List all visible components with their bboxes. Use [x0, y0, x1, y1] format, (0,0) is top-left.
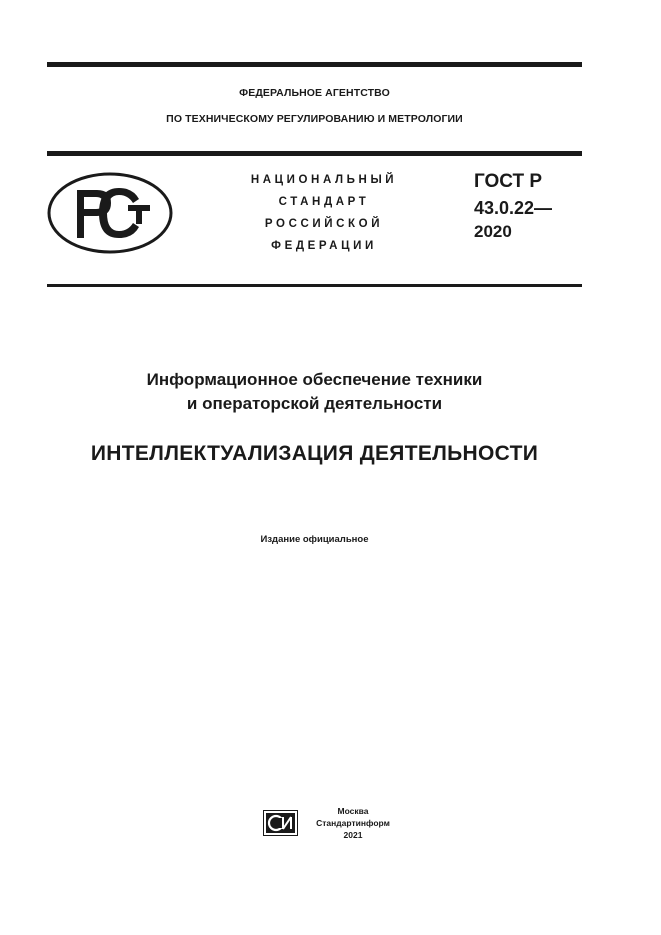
top-rule [47, 62, 582, 67]
edition-note: Издание официальное [260, 534, 369, 545]
imprint [308, 805, 398, 841]
standard-type-line: ФЕДЕРАЦИИ [271, 240, 377, 252]
standard-designation [474, 169, 552, 243]
imprint-city: Москва [337, 806, 369, 816]
standard-type [226, 169, 422, 257]
standard-type-line: РОССИЙСКОЙ [264, 218, 384, 230]
agency-department: ПО ТЕХНИЧЕСКОМУ РЕГУЛИРОВАНИЮ И МЕТРОЛОГИИ [166, 113, 463, 125]
standard-type-line: СТАНДАРТ [278, 196, 370, 208]
imprint-year: 2021 [343, 830, 363, 840]
rst-certification-logo-icon [47, 172, 173, 254]
imprint-publisher: Стандартинформ [316, 818, 390, 828]
document-subject [47, 368, 582, 416]
standard-type-line: НАЦИОНАЛЬНЫЙ [250, 174, 398, 186]
agency-name: ФЕДЕРАЛЬНОЕ АГЕНТСТВО [239, 87, 390, 99]
standartinform-logo-icon [263, 810, 298, 836]
designation-year: 2020 [474, 222, 512, 241]
designation-prefix: ГОСТ Р [474, 171, 543, 192]
bottom-rule [47, 284, 582, 287]
document-title: ИНТЕЛЛЕКТУАЛИЗАЦИЯ ДЕЯТЕЛЬНОСТИ [90, 442, 539, 465]
middle-rule [47, 151, 582, 156]
subject-line: Информационное обеспечение техники [146, 370, 483, 389]
subject-line: и операторской деятельности [186, 394, 443, 413]
designation-number: 43.0.22— [474, 198, 553, 218]
